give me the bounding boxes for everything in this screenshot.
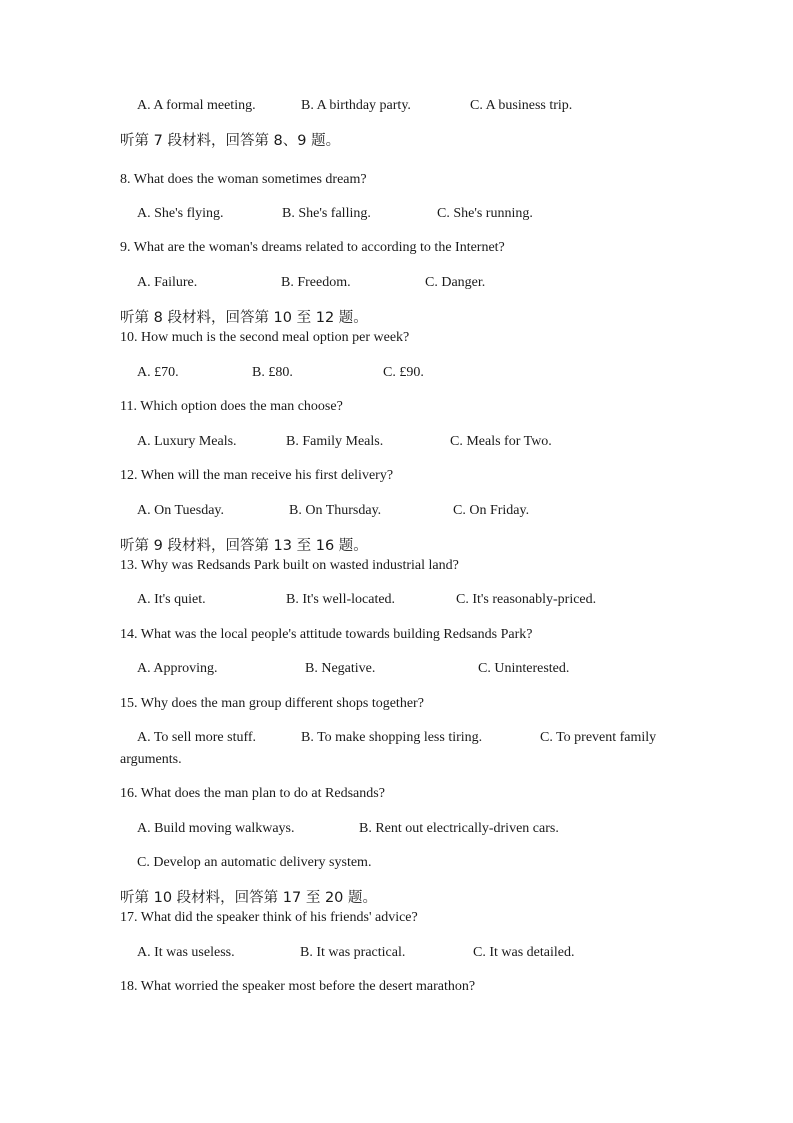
q10-option-a: A. £70. [137, 365, 179, 380]
q12-option-c: C. On Friday. [453, 503, 530, 518]
q17-option-b: B. It was practical. [300, 945, 406, 960]
q16-option-a: A. Build moving walkways. [137, 821, 295, 836]
q11-option-a: A. Luxury Meals. [137, 434, 237, 449]
q10-option-c: C. £90. [383, 365, 424, 380]
question-8: 8. What does the woman sometimes dream? [120, 172, 367, 187]
q15-option-b: B. To make shopping less tiring. [301, 730, 483, 745]
question-17: 17. What did the speaker think of his friends' advice? [120, 910, 418, 925]
q9-option-b: B. Freedom. [281, 275, 351, 290]
q10-option-b: B. £80. [252, 365, 293, 380]
q13-option-b: B. It's well-located. [286, 592, 396, 607]
q15-option-a: A. To sell more stuff. [137, 730, 257, 745]
question-13: 13. Why was Redsands Park built on wasted industrial land? [120, 558, 459, 573]
q12-option-b: B. On Thursday. [289, 503, 382, 518]
q14-option-c: C. Uninterested. [478, 661, 570, 676]
q7-option-a: A. A formal meeting. [137, 98, 256, 113]
q7-option-b: B. A birthday party. [301, 98, 411, 113]
q14-option-b: B. Negative. [305, 661, 376, 676]
section-header-7: 听第 7 段材料，回答第 8、9 题。 [120, 133, 341, 149]
q15-option-c: C. To prevent family [540, 730, 657, 745]
q11-option-c: C. Meals for Two. [450, 434, 552, 449]
q7-option-c: C. A business trip. [470, 98, 573, 113]
question-14: 14. What was the local people's attitude towards building Redsands Park? [120, 627, 533, 642]
q17-option-a: A. It was useless. [137, 945, 235, 960]
q12-option-a: A. On Tuesday. [137, 503, 224, 518]
q8-option-b: B. She's falling. [282, 206, 371, 221]
q8-option-c: C. She's running. [437, 206, 533, 221]
question-16: 16. What does the man plan to do at Redsands? [120, 786, 385, 801]
question-11: 11. Which option does the man choose? [120, 399, 343, 414]
section-header-10: 听第 10 段材料，回答第 17 至 20 题。 [120, 890, 378, 906]
section-header-8: 听第 8 段材料，回答第 10 至 12 题。 [120, 310, 368, 326]
question-12: 12. When will the man receive his first delivery? [120, 468, 394, 483]
q16-option-c: C. Develop an automatic delivery system. [137, 855, 372, 870]
q15-option-c-continuation: arguments. [120, 752, 182, 767]
question-9: 9. What are the woman's dreams related to according to the Internet? [120, 240, 505, 255]
q11-option-b: B. Family Meals. [286, 434, 384, 449]
question-15: 15. Why does the man group different shops together? [120, 696, 424, 711]
q9-option-c: C. Danger. [425, 275, 486, 290]
section-header-9: 听第 9 段材料，回答第 13 至 16 题。 [120, 538, 368, 554]
q13-option-c: C. It's reasonably-priced. [456, 592, 597, 607]
q16-option-b: B. Rent out electrically-driven cars. [359, 821, 559, 836]
question-10: 10. How much is the second meal option per week? [120, 330, 410, 345]
q8-option-a: A. She's flying. [137, 206, 224, 221]
q17-option-c: C. It was detailed. [473, 945, 575, 960]
q9-option-a: A. Failure. [137, 275, 198, 290]
question-18: 18. What worried the speaker most before the desert marathon? [120, 979, 476, 994]
q13-option-a: A. It's quiet. [137, 592, 206, 607]
q14-option-a: A. Approving. [137, 661, 218, 676]
